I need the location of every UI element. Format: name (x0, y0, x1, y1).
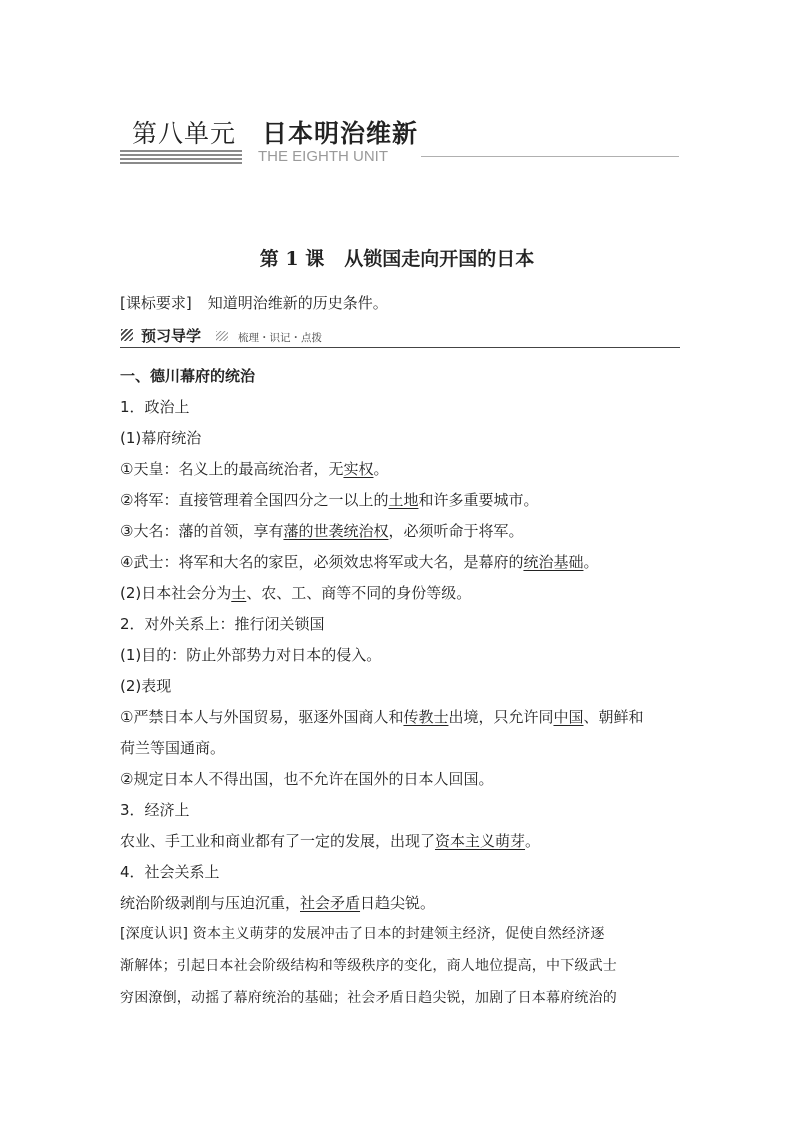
text: ②将军：直接管理着全国四分之一以上的 (120, 491, 389, 509)
text: 。 (525, 832, 541, 850)
section-banner (120, 327, 680, 348)
deep-understanding-line-2: 渐解体；引起日本社会阶级结构和等级秩序的变化，商人地位提高，中下级武士 (120, 958, 617, 974)
key-term: 社会矛盾 (300, 894, 361, 912)
key-term: 资本主义萌芽 (435, 832, 526, 850)
stripe-icon (216, 331, 228, 341)
key-term: 藩的世袭统治权 (283, 522, 389, 540)
text: 日趋尖锐。 (360, 894, 436, 912)
stripe-icon (121, 329, 133, 341)
key-term: 传教士 (403, 708, 449, 726)
text: ①严禁日本人与外国贸易，驱逐外国商人和 (120, 708, 404, 726)
requirement-tag: [课标要求] (120, 294, 192, 312)
item-daimyo (120, 521, 523, 541)
text: 、朝鲜和 (583, 708, 644, 726)
unit-number: 第八单元 (132, 119, 237, 148)
item-shogunate-rule: (1)幕府统治 (120, 429, 202, 447)
item-travel-ban: ②规定日本人不得出国，也不允许在国外的日本人回国。 (120, 770, 494, 788)
subheading-politics: 1．政治上 (120, 398, 190, 416)
item-purpose: (1)目的：防止外部势力对日本的侵入。 (120, 646, 382, 664)
section-subtitle: 梳理・识记・点拨 (238, 332, 322, 344)
item-trade-ban (120, 707, 644, 727)
text: 资本主义萌芽的发展冲击了日本的封建领主经济，促使自然经济逐 (192, 926, 605, 942)
key-term: 土地 (388, 491, 419, 509)
item-social-class (120, 583, 471, 603)
unit-subtitle: THE EIGHTH UNIT (258, 148, 388, 165)
text: (2)日本社会分为 (120, 584, 232, 602)
item-shogun (120, 490, 538, 510)
lesson-name: 从锁国走向开国的日本 (344, 248, 535, 270)
item-manifestation: (2)表现 (120, 677, 172, 695)
item-trade-ban-cont: 荷兰等国通商。 (120, 739, 226, 757)
unit-decor-bar (120, 150, 242, 164)
deep-understanding-line-1 (120, 924, 605, 944)
subheading-foreign: 2．对外关系上：推行闭关锁国 (120, 615, 325, 633)
requirement-text: 知道明治维新的历史条件。 (207, 294, 388, 312)
item-samurai (120, 552, 598, 572)
text: 。 (373, 460, 389, 478)
unit-divider (421, 156, 679, 157)
lesson-title (0, 244, 794, 271)
text: 农业、手工业和商业都有了一定的发展，出现了 (120, 832, 436, 850)
key-term: 中国 (553, 708, 584, 726)
lesson-number: 第 1 课 (259, 248, 325, 270)
key-term: 实权 (343, 460, 374, 478)
section-title: 预习导学 (141, 327, 202, 345)
curriculum-requirement (120, 292, 388, 313)
text: 和许多重要城市。 (418, 491, 539, 509)
item-society (120, 893, 435, 913)
unit-name: 日本明治维新 (262, 119, 419, 148)
text: ，必须听命于将军。 (388, 522, 524, 540)
text: ①天皇：名义上的最高统治者，无 (120, 460, 344, 478)
subheading-economy: 3．经济上 (120, 801, 190, 819)
unit-title (132, 114, 418, 150)
subheading-society: 4．社会关系上 (120, 863, 220, 881)
deep-tag: [深度认识] (120, 926, 189, 942)
key-term: 统治基础 (523, 553, 584, 571)
text: 出境，只允许同 (448, 708, 554, 726)
item-emperor (120, 459, 388, 479)
text: ④武士：将军和大名的家臣，必须效忠将军或大名，是幕府的 (120, 553, 524, 571)
item-economy (120, 831, 540, 851)
text: 统治阶级剥削与压迫沉重， (120, 894, 301, 912)
text: 、农、工、商等不同的身份等级。 (246, 584, 472, 602)
deep-understanding-line-3: 穷困潦倒，动摇了幕府统治的基础；社会矛盾日趋尖锐，加剧了日本幕府统治的 (120, 990, 617, 1006)
key-term: 士 (231, 584, 247, 602)
text: ③大名：藩的首领，享有 (120, 522, 284, 540)
heading-1: 一、德川幕府的统治 (120, 367, 256, 385)
text: 。 (583, 553, 599, 571)
